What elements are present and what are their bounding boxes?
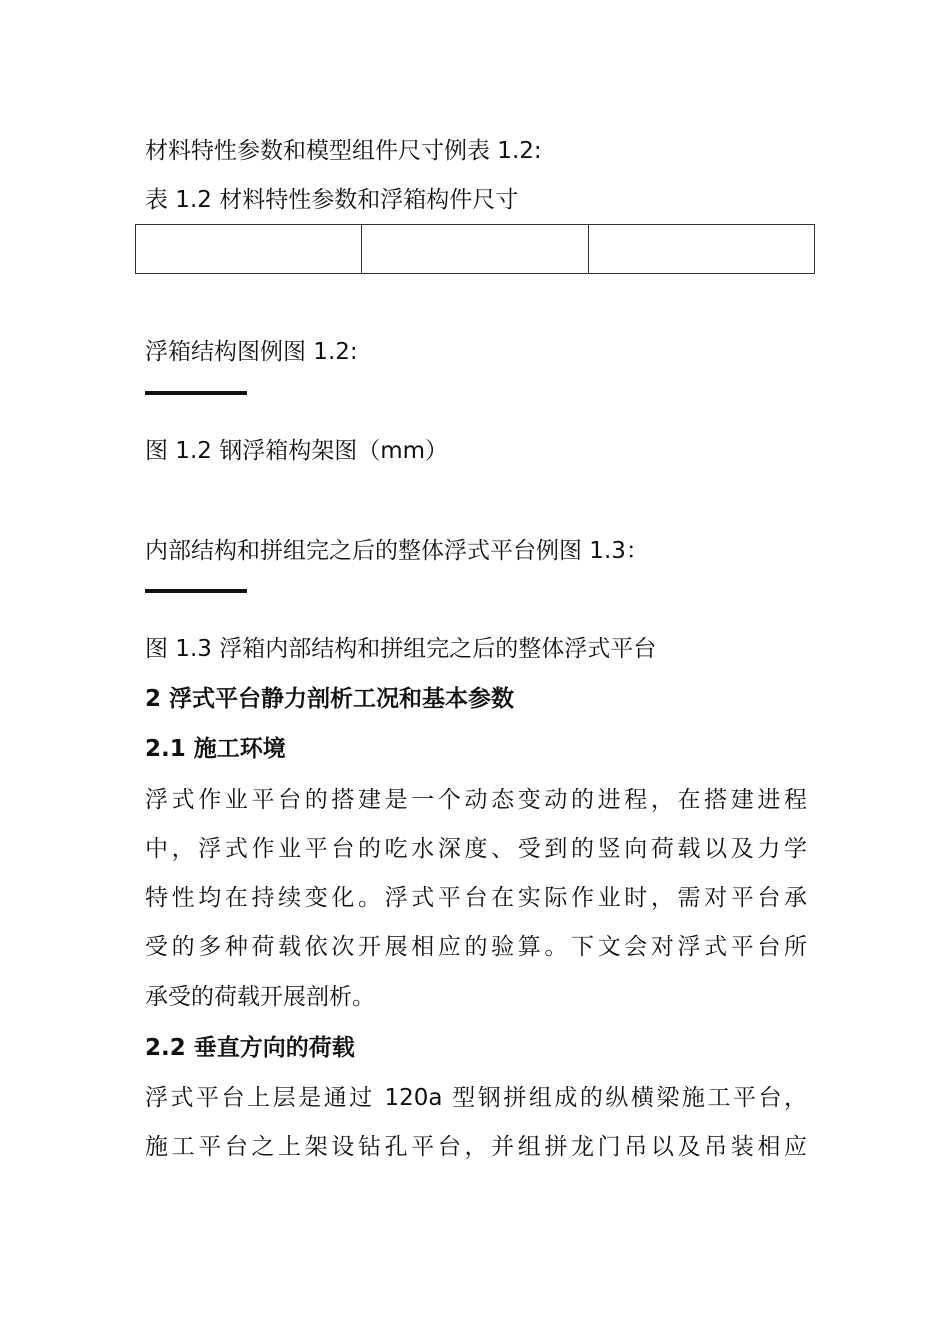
section-2-heading: 2 浮式平台静力剖析工况和基本参数 (145, 686, 515, 712)
paragraph-line: 浮式平台上层是通过 120a 型钢拼组成的纵横梁施工平台， (145, 1085, 807, 1111)
table-cell (362, 225, 588, 274)
figure-1-3-reference: 内部结构和拼组完之后的整体浮式平台例图 1.3： (145, 538, 649, 564)
figure-1-3-caption: 图 1.3 浮箱内部结构和拼组完之后的整体浮式平台 (145, 636, 657, 662)
table-caption: 表 1.2 材料特性参数和浮箱构件尺寸 (145, 187, 519, 213)
paragraph-line: 特性均在持续变化。浮式平台在实际作业时，需对平台承 (145, 885, 807, 911)
table-reference-text: 材料特性参数和模型组件尺寸例表 1.2: (145, 138, 542, 164)
paragraph-line: 承受的荷载开展剖析。 (145, 984, 375, 1010)
paragraph-line: 施工平台之上架设钻孔平台，并组拼龙门吊以及吊装相应 (145, 1134, 807, 1160)
figure-1-2-reference: 浮箱结构图例图 1.2: (145, 339, 358, 365)
table-row (136, 225, 815, 274)
paragraph-line: 受的多种荷载依次开展相应的验算。下文会对浮式平台所 (145, 934, 807, 960)
paragraph-line: 中，浮式作业平台的吃水深度、受到的竖向荷载以及力学 (145, 836, 807, 862)
figure-1-2-caption: 图 1.2 钢浮箱构架图（mm） (145, 438, 449, 464)
parameter-table (135, 224, 815, 274)
section-2-1-heading: 2.1 施工环境 (145, 736, 286, 762)
figure-1-3-placeholder (145, 589, 247, 593)
table-cell (588, 225, 814, 274)
table-cell (136, 225, 362, 274)
figure-1-2-placeholder (145, 391, 247, 395)
paragraph-line: 浮式作业平台的搭建是一个动态变动的进程，在搭建进程 (145, 787, 807, 813)
section-2-2-heading: 2.2 垂直方向的荷载 (145, 1035, 355, 1061)
